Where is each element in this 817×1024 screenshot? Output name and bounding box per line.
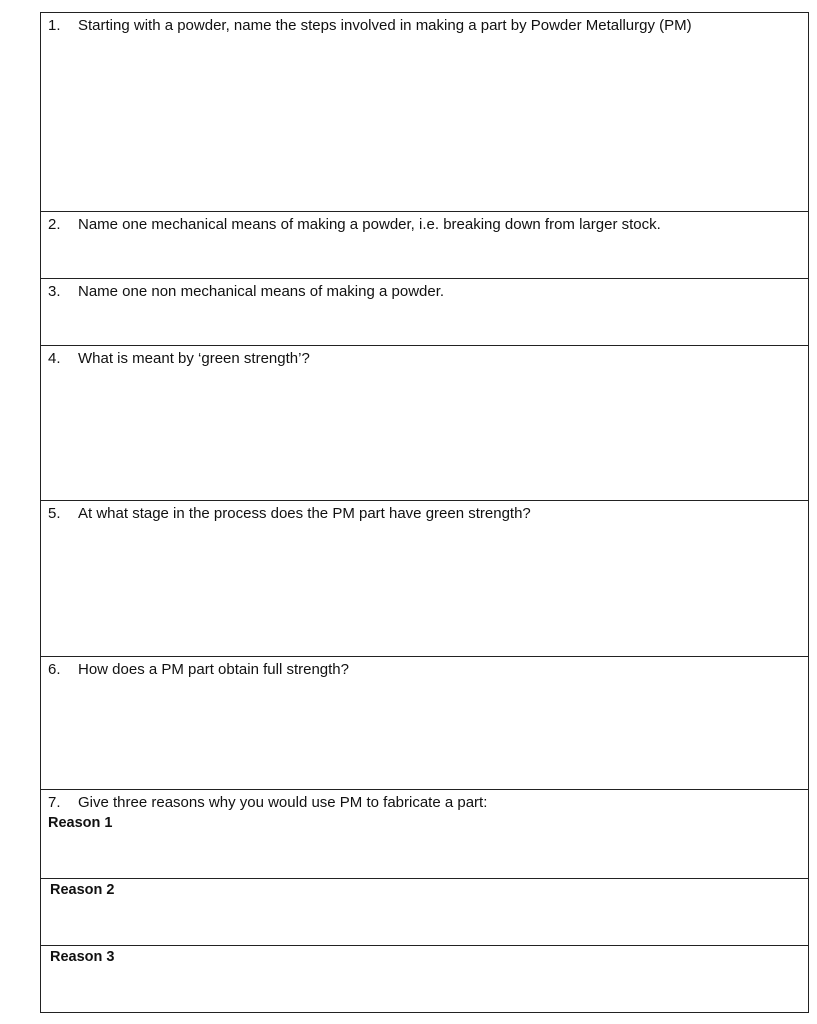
worksheet-table [40, 12, 809, 1013]
question-row-7[interactable] [40, 790, 809, 879]
question-row-3[interactable] [40, 279, 809, 346]
reason-1-label: Reason 1 [48, 815, 113, 831]
reason-row-2[interactable] [40, 879, 809, 946]
question-text: Name one mechanical means of making a powder, i.e. breaking down from larger stock. [78, 216, 661, 233]
question-6 [48, 661, 349, 678]
question-number: 2. [48, 216, 61, 233]
question-number: 5. [48, 505, 61, 522]
reason-3-label: Reason 3 [50, 949, 115, 965]
question-row-4[interactable] [40, 346, 809, 501]
question-text: At what stage in the process does the PM part have green strength? [78, 505, 531, 522]
question-row-2[interactable] [40, 212, 809, 279]
question-number: 4. [48, 350, 61, 367]
question-5 [48, 505, 531, 522]
question-3 [48, 283, 444, 300]
question-text: How does a PM part obtain full strength? [78, 661, 349, 678]
question-7 [48, 794, 487, 811]
question-row-6[interactable] [40, 657, 809, 790]
question-text: Name one non mechanical means of making a powder. [78, 283, 445, 300]
question-number: 1. [48, 17, 61, 34]
question-text: Give three reasons why you would use PM to fabricate a part: [78, 794, 488, 811]
question-text: Starting with a powder, name the steps involved in making a part by Powder Metallurgy (PM) [78, 17, 692, 34]
question-number: 7. [48, 794, 61, 811]
reason-row-3[interactable] [40, 946, 809, 1013]
question-2 [48, 216, 661, 233]
question-number: 6. [48, 661, 61, 678]
reason-2-label: Reason 2 [50, 882, 115, 898]
question-4 [48, 350, 310, 367]
question-text: What is meant by ‘green strength’? [78, 350, 310, 367]
question-row-5[interactable] [40, 501, 809, 657]
question-number: 3. [48, 283, 61, 300]
question-row-1[interactable] [40, 12, 809, 212]
question-1 [48, 17, 692, 34]
